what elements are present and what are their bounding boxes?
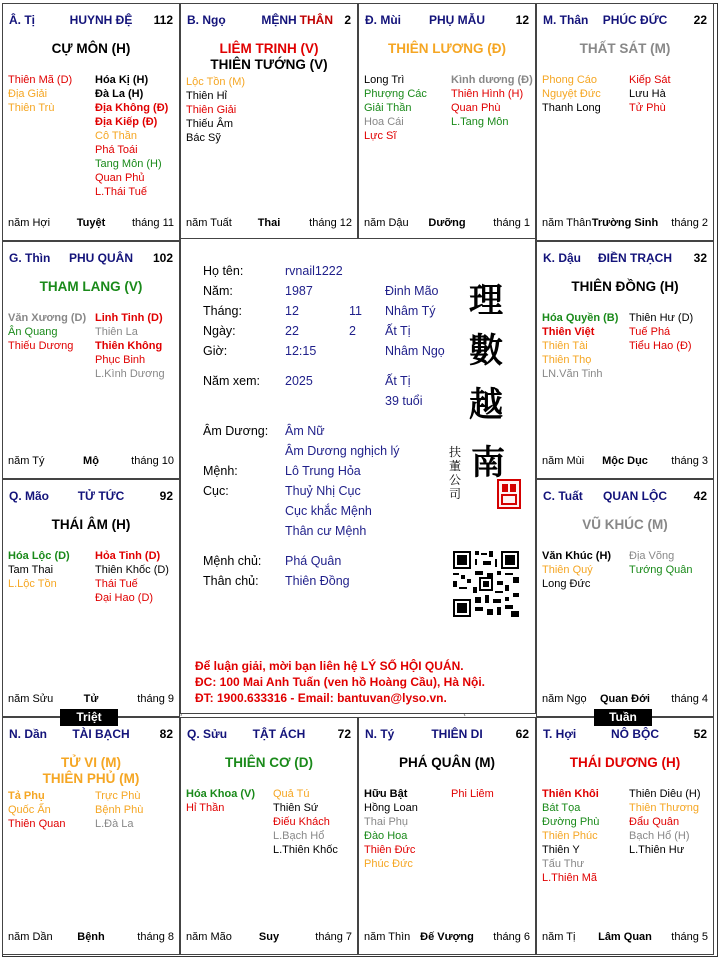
minor-star: Quan Phù <box>451 102 501 114</box>
palace-cell[interactable] <box>536 717 714 955</box>
minor-star: Thiên Đức <box>364 844 416 856</box>
palace-branch: C. Tuất <box>543 489 583 503</box>
value-thang-can-chi: Nhâm Tý <box>385 304 436 318</box>
palace-name: QUAN LỘC <box>603 489 667 503</box>
minor-star: Đẩu Quân <box>629 816 680 828</box>
minor-star: Điếu Khách <box>273 816 330 828</box>
value-than-chu: Thiên Đồng <box>285 574 350 588</box>
minor-star: L.Kình Dương <box>95 368 165 380</box>
calligraphy-char-1: 理 <box>469 281 503 321</box>
minor-star: Thiên La <box>95 326 138 338</box>
palace-branch: T. Hợi <box>543 727 577 741</box>
palace-number: 22 <box>693 13 707 27</box>
minor-star: Nguyệt Đức <box>542 88 601 100</box>
footer-year: năm Mùi <box>542 455 585 467</box>
minor-star: Phong Cáo <box>542 74 598 86</box>
minor-star: Đường Phù <box>542 816 600 828</box>
minor-star: Cô Thần <box>95 130 137 142</box>
value-gio-can-chi: Nhâm Ngọ <box>385 344 445 358</box>
minor-star: Địa Kiếp (Đ) <box>95 116 158 128</box>
palace-branch: G. Thìn <box>9 251 51 265</box>
main-stars <box>363 41 531 57</box>
label-cuc: Cục: <box>203 484 229 498</box>
palace-number: 102 <box>152 251 173 265</box>
left-stars-column <box>8 549 70 591</box>
footer-month: tháng 4 <box>671 693 708 705</box>
main-star: THÁI ÂM (H) <box>51 517 131 532</box>
center-info-panel <box>180 238 536 714</box>
main-stars <box>363 755 531 771</box>
main-star: LIÊM TRINH (V) <box>219 41 319 56</box>
palace-name: PHU QUÂN <box>68 251 133 265</box>
palace-header <box>9 13 173 29</box>
minor-star: L.Lộc Tồn <box>8 578 57 590</box>
minor-star: Hoa Cái <box>364 116 404 128</box>
calligraphy-small-seal: 扶 董 公 司 <box>449 445 462 501</box>
footer-year: năm Tuất <box>186 217 232 229</box>
minor-star: Hóa Kị (H) <box>95 74 149 86</box>
footer-year: năm Ngọ <box>542 693 587 705</box>
label-than-chu: Thân chủ: <box>203 574 259 588</box>
footer-stage: Dưỡng <box>428 217 466 229</box>
palace-branch: M. Thân <box>543 13 589 27</box>
palace-header <box>9 727 173 743</box>
palace-footer <box>186 931 352 945</box>
minor-star: Văn Xương (D) <box>8 312 87 324</box>
palace-footer <box>542 455 708 469</box>
minor-star: Thiên Thọ <box>542 354 592 366</box>
minor-star: Phá Toái <box>95 144 138 156</box>
value-cuc: Thuỷ Nhị Cục <box>285 484 361 498</box>
minor-star: Đà La (H) <box>95 88 144 100</box>
footer-month: tháng 11 <box>131 217 174 229</box>
palace-cell[interactable] <box>2 241 180 479</box>
footer-stage: Trường Sinh <box>591 217 659 229</box>
right-stars-column <box>95 549 169 605</box>
footer-stage: Tử <box>83 693 99 705</box>
palace-branch: Q. Sửu <box>187 727 228 741</box>
minor-star: Đào Hoa <box>364 830 408 842</box>
left-stars-column <box>364 73 427 143</box>
left-stars-column <box>542 787 599 885</box>
footer-year: năm Dậu <box>364 217 409 229</box>
minor-star: Tiểu Hao (Đ) <box>629 340 692 352</box>
main-star: TỬ VI (M) <box>61 755 121 770</box>
minor-star: L.Đà La <box>95 818 134 830</box>
palace-cell[interactable] <box>2 3 180 241</box>
minor-star: L.Bạch Hổ <box>273 830 325 842</box>
minor-star: Quan Phủ <box>95 172 145 184</box>
minor-star: Phi Liêm <box>451 788 494 800</box>
minor-star: L.Thái Tuế <box>95 186 147 198</box>
palace-branch: N. Tý <box>365 727 395 741</box>
minor-star: Phúc Đức <box>364 858 413 870</box>
main-star: THAM LANG (V) <box>39 279 143 294</box>
minor-star: Địa Giải <box>8 88 48 100</box>
minor-star: Thiếu Dương <box>8 340 74 352</box>
footer-stage: Mộ <box>83 455 99 467</box>
main-star: VŨ KHÚC (M) <box>582 517 668 532</box>
value-menh: Lô Trung Hỏa <box>285 464 361 478</box>
palace-number: 52 <box>693 727 707 741</box>
palace-header <box>543 727 707 743</box>
footer-stage: Suy <box>258 931 280 943</box>
label-thang: Tháng: <box>203 304 242 318</box>
main-stars <box>541 755 709 771</box>
palace-name: MỆNH <box>261 13 297 27</box>
minor-star: Long Trì <box>364 74 405 86</box>
palace-footer <box>8 455 174 469</box>
palace-name: HUYNH ĐỆ <box>69 13 133 27</box>
value-nam-xem: 2025 <box>285 374 313 388</box>
right-stars-column <box>95 789 143 831</box>
minor-star: L.Tang Môn <box>451 116 509 128</box>
minor-star: Thiên Phúc <box>542 830 598 842</box>
minor-star: Quốc Ấn <box>8 804 51 816</box>
minor-star: Tướng Quân <box>629 564 693 576</box>
palace-number: 42 <box>693 489 707 503</box>
palace-name: THIÊN DI <box>431 727 483 741</box>
palace-name: PHÚC ĐỨC <box>602 13 668 27</box>
minor-star: Kiếp Sát <box>629 74 671 86</box>
footer-month: tháng 3 <box>671 455 708 467</box>
palace-footer <box>8 931 174 945</box>
palace-cell[interactable] <box>536 479 714 717</box>
footer-year: năm Dần <box>8 931 53 943</box>
right-stars-column <box>273 787 338 857</box>
footer-year: năm Thìn <box>364 931 411 943</box>
minor-star: Đại Hao (D) <box>95 592 154 604</box>
minor-star: Linh Tinh (D) <box>95 312 163 324</box>
palace-cell[interactable] <box>536 241 714 479</box>
palace-cell[interactable] <box>180 717 358 955</box>
footer-month: tháng 7 <box>315 931 352 943</box>
minor-star: Quả Tú <box>273 788 310 800</box>
left-stars-column <box>186 787 255 815</box>
main-stars <box>7 755 175 787</box>
right-stars-column <box>629 787 701 857</box>
minor-star: Hữu Bật <box>364 788 408 800</box>
minor-star: Thiên Hình (H) <box>451 88 524 100</box>
minor-star: Hóa Khoa (V) <box>186 788 256 800</box>
value-thang-am-lich: 11 <box>349 304 362 318</box>
palace-footer <box>186 217 352 231</box>
calligraphy-char-3: 越 <box>469 385 503 425</box>
footer-stage: Bệnh <box>77 931 105 943</box>
footer-month: tháng 1 <box>493 217 530 229</box>
label-nam: Năm: <box>203 284 233 298</box>
footer-year: năm Sửu <box>8 693 54 705</box>
palace-number: 82 <box>159 727 173 741</box>
main-stars <box>185 755 353 771</box>
minor-star: Thiên Sứ <box>273 802 319 814</box>
minor-star: Ân Quang <box>8 326 58 338</box>
main-star: THIÊN PHỦ (M) <box>42 771 140 786</box>
calligraphy-char-2: 數 <box>469 331 503 371</box>
minor-star: Bệnh Phù <box>95 804 144 816</box>
palace-footer <box>8 693 174 707</box>
minor-star: Tuế Phá <box>629 326 671 338</box>
minor-star: Hóa Quyền (B) <box>542 312 619 324</box>
main-star: THÁI DƯƠNG (H) <box>569 755 681 770</box>
palace-name: TÀI BẠCH <box>72 727 130 741</box>
value-cuc-2: Cục khắc Mệnh <box>285 504 372 518</box>
main-star: THIÊN TƯỚNG (V) <box>210 57 328 72</box>
footer-stage: Thai <box>257 217 281 229</box>
palace-cell[interactable] <box>536 3 714 241</box>
minor-star: Thanh Long <box>542 102 601 114</box>
value-ho-ten: rvnail1222 <box>285 264 343 278</box>
footer-month: tháng 10 <box>131 455 174 467</box>
main-stars <box>7 279 175 295</box>
main-stars <box>541 517 709 533</box>
palace-header <box>187 13 351 29</box>
minor-star: Thiên Trù <box>8 102 55 114</box>
main-star: THIÊN CƠ (D) <box>224 755 313 770</box>
palace-branch: Đ. Mùi <box>365 13 401 27</box>
footer-year: năm Hợi <box>8 217 51 229</box>
minor-star: L.Thiên Khốc <box>273 844 338 856</box>
minor-star: Bát Tọa <box>542 802 581 814</box>
left-stars-column <box>542 549 611 591</box>
minor-star: Phượng Các <box>364 88 427 100</box>
label-am-duong: Âm Dương: <box>203 424 269 438</box>
minor-star: Bạch Hổ (H) <box>629 830 690 842</box>
right-stars-column <box>629 311 693 353</box>
minor-star: Thiên Y <box>542 844 580 856</box>
label-nam-xem: Năm xem: <box>203 374 260 388</box>
main-star: THIÊN LƯƠNG (Đ) <box>388 41 506 56</box>
value-nam-can-chi: Đinh Mão <box>385 284 439 298</box>
palace-header <box>187 727 351 743</box>
main-star: THIÊN ĐỒNG (H) <box>571 279 679 294</box>
right-stars-column <box>629 549 693 577</box>
value-nam: 1987 <box>285 284 313 298</box>
palace-name: NÔ BỘC <box>611 727 659 741</box>
palace-number: 32 <box>693 251 707 265</box>
minor-star: Tấu Thư <box>542 858 585 870</box>
right-stars-column <box>629 73 671 115</box>
minor-star: Thiên Thương <box>629 802 700 814</box>
left-stars-column <box>542 73 601 115</box>
footer-stage: Quan Đới <box>600 693 650 705</box>
triet-marker: Triệt <box>60 709 118 726</box>
footer-month: tháng 9 <box>137 693 174 705</box>
left-stars-column <box>542 311 618 381</box>
palace-name: ĐIỀN TRẠCH <box>598 251 672 265</box>
main-stars <box>7 517 175 533</box>
minor-star: Tử Phù <box>629 102 666 114</box>
value-gio: 12:15 <box>285 344 317 358</box>
palace-footer <box>542 931 708 945</box>
palace-name: TẬT ÁCH <box>252 727 306 741</box>
label-gio: Giờ: <box>203 344 228 358</box>
footer-month: tháng 8 <box>137 931 174 943</box>
minor-star: Giải Thần <box>364 102 412 114</box>
minor-star: L.Thiên Mã <box>542 872 598 884</box>
footer-stage: Mộc Dục <box>602 455 648 467</box>
right-stars-column <box>95 311 165 381</box>
minor-star: Thiên Quý <box>542 564 593 576</box>
minor-star: Thai Phụ <box>364 816 409 828</box>
left-stars-column <box>8 73 72 115</box>
minor-star: Lộc Tồn (M) <box>186 76 246 88</box>
main-stars <box>185 41 353 73</box>
minor-star: Kình dương (Đ) <box>451 74 533 86</box>
minor-star: Tam Thai <box>8 564 54 576</box>
palace-cell[interactable] <box>180 3 358 241</box>
palace-number: 72 <box>337 727 351 741</box>
palace-header <box>9 251 173 267</box>
label-menh-chu: Mệnh chủ: <box>203 554 262 568</box>
minor-star: Thiên Khốc (D) <box>95 564 169 576</box>
palace-name: PHỤ MẪU <box>429 13 485 27</box>
minor-star: Tang Môn (H) <box>95 158 162 170</box>
main-star: THẤT SÁT (M) <box>579 41 671 56</box>
than-marker: THÂN <box>299 13 333 27</box>
minor-star: Văn Khúc (H) <box>542 550 612 562</box>
palace-cell[interactable] <box>2 717 180 955</box>
minor-star: Thiên Việt <box>542 326 595 338</box>
minor-star: Thiên Diêu (H) <box>629 788 701 800</box>
palace-number: 62 <box>515 727 529 741</box>
minor-star: Thiếu Âm <box>186 118 234 130</box>
palace-branch: N. Dần <box>9 727 48 741</box>
value-am-duong-2: Âm Dương nghịch lý <box>285 444 400 458</box>
minor-star: Thiên Khôi <box>542 788 599 800</box>
minor-star: Địa Võng <box>629 550 675 562</box>
minor-star: Hóa Lộc (D) <box>8 550 70 562</box>
palace-number: 112 <box>153 13 173 27</box>
right-stars-column <box>451 787 494 801</box>
footer-year: năm Thân <box>542 217 592 229</box>
palace-header <box>543 251 707 267</box>
palace-cell[interactable] <box>2 479 180 717</box>
value-ngay-can-chi: Ất Tị <box>385 324 411 338</box>
palace-number: 2 <box>344 13 351 27</box>
palace-branch: B. Ngọ <box>187 13 226 27</box>
minor-star: LN.Văn Tinh <box>542 368 603 380</box>
palace-footer <box>364 931 530 945</box>
value-nam-xem-can-chi: Ất Tị <box>385 374 411 388</box>
value-tuoi: 39 tuổi <box>385 394 423 408</box>
minor-star: Phục Binh <box>95 354 146 366</box>
value-thang: 12 <box>285 304 299 318</box>
right-stars-column <box>451 73 533 129</box>
calligraphy-char-4: 南 <box>471 443 505 483</box>
palace-header <box>9 489 173 505</box>
minor-star: Thiên Hỉ <box>186 90 227 102</box>
minor-star: Thiên Tài <box>542 340 588 352</box>
palace-number: 12 <box>515 13 529 27</box>
palace-footer <box>542 693 708 707</box>
minor-star: Thái Tuế <box>95 578 138 590</box>
value-ngay-am-lich: 2 <box>349 324 356 338</box>
main-star: CỰ MÔN (H) <box>51 41 131 56</box>
left-stars-column <box>8 311 86 353</box>
minor-star: Bác Sỹ <box>186 132 221 144</box>
footer-stage: Lâm Quan <box>598 931 652 943</box>
palace-footer <box>542 217 708 231</box>
footer-month: tháng 12 <box>309 217 352 229</box>
palace-cell[interactable] <box>358 3 536 241</box>
palace-branch: K. Dậu <box>543 251 582 265</box>
palace-header <box>365 13 529 29</box>
contact-address: ĐC: 100 Mai Anh Tuấn (ven hồ Hoàng Cầu), Hà Nội. <box>195 675 486 689</box>
footer-year: năm Tị <box>542 931 576 943</box>
main-star: PHÁ QUÂN (M) <box>399 755 495 770</box>
minor-star: Trực Phù <box>95 790 141 802</box>
footer-month: tháng 5 <box>671 931 708 943</box>
right-stars-column <box>95 73 168 199</box>
palace-branch: Q. Mão <box>9 489 50 503</box>
palace-branch: Â. Tị <box>9 13 35 27</box>
value-ngay: 22 <box>285 324 299 338</box>
footer-month: tháng 2 <box>671 217 708 229</box>
minor-star: Địa Không (Đ) <box>95 102 169 114</box>
minor-star: L.Thiên Hư <box>629 844 685 856</box>
main-stars <box>541 279 709 295</box>
left-stars-column <box>8 789 65 831</box>
value-am-duong: Âm Nữ <box>285 424 325 438</box>
label-ngay: Ngày: <box>203 324 236 338</box>
qr-code-icon[interactable] <box>451 549 521 619</box>
label-menh: Mệnh: <box>203 464 238 478</box>
minor-star: Lực Sĩ <box>364 130 397 142</box>
palace-name: TỬ TỨC <box>77 489 125 503</box>
palace-number: 92 <box>159 489 173 503</box>
label-ho-ten: Họ tên: <box>203 264 244 278</box>
tuan-marker: Tuần <box>594 709 652 726</box>
minor-star: Hồng Loan <box>364 802 418 814</box>
palace-header <box>543 489 707 505</box>
footer-stage: Đế Vượng <box>420 931 474 943</box>
minor-star: Thiên Không <box>95 340 163 352</box>
value-cuc-3: Thân cư Mệnh <box>285 524 367 538</box>
palace-footer <box>8 217 174 231</box>
minor-star: Hỉ Thần <box>186 802 225 814</box>
contact-phone-email[interactable]: ĐT: 1900.633316 - Email: bantuvan@lyso.vn. <box>195 691 447 705</box>
footer-year: năm Mão <box>186 931 232 943</box>
footer-stage: Tuyệt <box>76 217 106 229</box>
palace-cell[interactable] <box>358 717 536 955</box>
red-seal-stamp <box>497 479 521 509</box>
palace-header <box>365 727 529 743</box>
minor-star: Long Đức <box>542 578 591 590</box>
minor-star: Tả Phụ <box>8 790 45 802</box>
value-menh-chu: Phá Quân <box>285 554 342 568</box>
palace-footer <box>364 217 530 231</box>
palace-header <box>543 13 707 29</box>
minor-star: Thiên Mã (D) <box>8 74 73 86</box>
left-stars-column <box>186 75 245 145</box>
main-stars <box>7 41 175 57</box>
contact-line-1: Để luận giải, mời bạn liên hệ LÝ SỐ HỘI QUÁN. <box>195 659 464 673</box>
minor-star: Lưu Hà <box>629 88 666 100</box>
minor-star: Thiên Quan <box>8 818 66 830</box>
footer-month: tháng 6 <box>493 931 530 943</box>
minor-star: Thiên Giải <box>186 104 237 116</box>
left-stars-column <box>364 787 418 871</box>
footer-year: năm Tý <box>8 455 45 467</box>
minor-star: Thiên Hư (D) <box>629 312 694 324</box>
minor-star: Hỏa Tinh (D) <box>95 550 161 562</box>
main-stars <box>541 41 709 57</box>
